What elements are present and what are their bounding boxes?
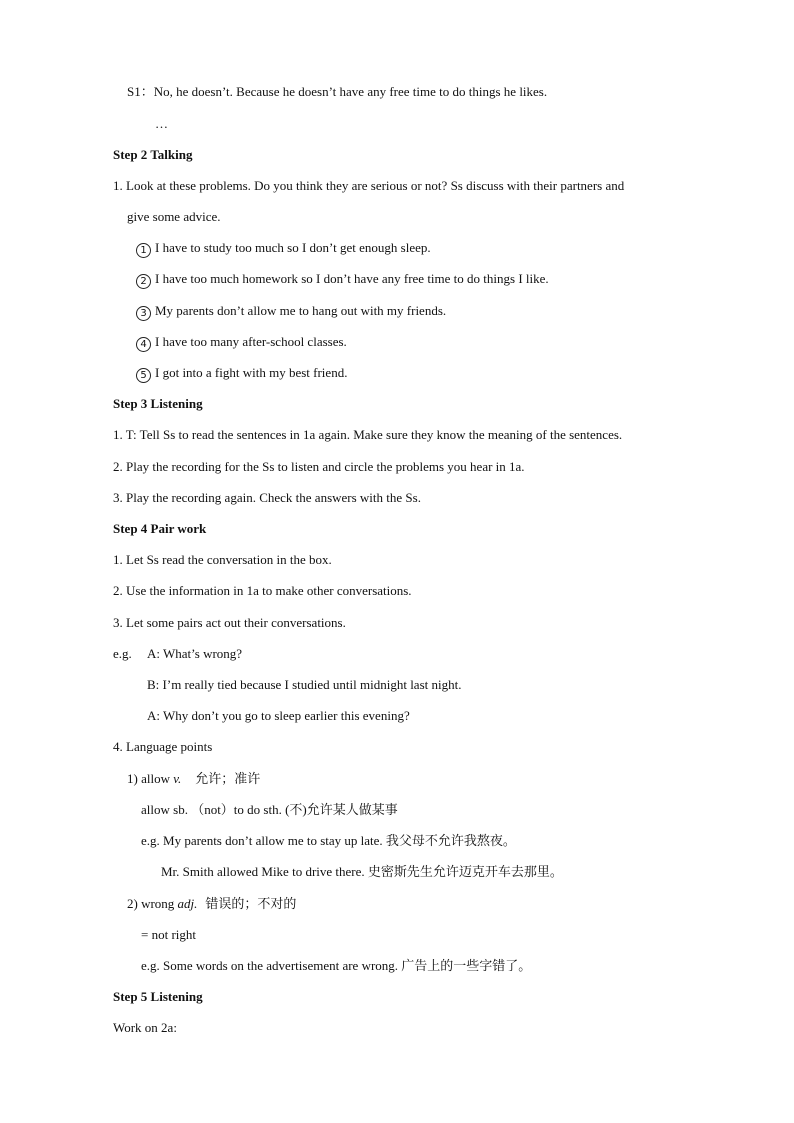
problem-text: I have too many after-school classes. [155, 334, 347, 349]
problem-text: My parents don’t allow me to hang out with my friends. [155, 303, 447, 318]
point1-pos: v. [173, 771, 182, 786]
step3-heading: Step 3 Listening [113, 396, 203, 411]
point1-usage: allow sb. （not）to do sth. (不)允许某人做某事 [141, 802, 398, 817]
problem-item [136, 240, 431, 258]
step3-item: 1. T: Tell Ss to read the sentences in 1a again. Make sure they know the meaning of the sentences. [113, 427, 623, 442]
point1-example: e.g. My parents don’t allow me to stay up late. 我父母不允许我熬夜。 [141, 833, 516, 848]
problem-text: I have to study too much so I don’t get enough sleep. [155, 240, 431, 255]
point1-meaning: 允许；准许 [195, 771, 261, 786]
step3-item: 3. Play the recording again. Check the answers with the Ss. [113, 490, 421, 505]
ellipsis: … [155, 116, 168, 131]
point1-entry [127, 771, 260, 787]
circled-number-2: 2 [136, 274, 151, 289]
step5-heading: Step 5 Listening [113, 989, 203, 1004]
point2-synonym: = not right [141, 927, 196, 942]
language-points-heading: 4. Language points [113, 739, 213, 754]
step4-item: 3. Let some pairs act out their conversations. [113, 615, 346, 630]
point1-example: Mr. Smith allowed Mike to drive there. 史密斯先生允许迈克开车去那里。 [161, 864, 563, 879]
problem-text: I have too much homework so I don’t have any free time to do things I like. [155, 271, 549, 286]
circled-number-1: 1 [136, 243, 151, 258]
point2-word: 2) wrong [127, 896, 178, 911]
problem-text: I got into a fight with my best friend. [155, 365, 348, 380]
circled-number-5: 5 [136, 368, 151, 383]
problem-item [136, 334, 347, 352]
point2-pos: adj. [177, 896, 198, 911]
dialogue-line: A: What’s wrong? [147, 646, 243, 661]
step5-work: Work on 2a: [113, 1020, 177, 1035]
step2-item1-line1: 1. Look at these problems. Do you think they are serious or not? Ss discuss with their partners and [113, 178, 625, 193]
point2-entry [127, 896, 296, 912]
dialogue-line: B: I’m really tied because I studied until midnight last night. [147, 677, 462, 692]
point2-meaning: 错误的；不对的 [205, 896, 297, 911]
circled-number-4: 4 [136, 337, 151, 352]
problem-item [136, 271, 549, 289]
dialogue-line: A: Why don’t you go to sleep earlier this evening? [147, 708, 410, 723]
step4-item: 1. Let Ss read the conversation in the box. [113, 552, 332, 567]
problem-item [136, 365, 347, 383]
step2-heading: Step 2 Talking [113, 147, 193, 162]
step3-item: 2. Play the recording for the Ss to listen and circle the problems you hear in 1a. [113, 459, 525, 474]
problem-item [136, 303, 446, 321]
step4-item: 2. Use the information in 1a to make other conversations. [113, 583, 412, 598]
step2-item1-line2: give some advice. [127, 209, 221, 224]
point2-example: e.g. Some words on the advertisement are wrong. 广告上的一些字错了。 [141, 958, 532, 973]
eg-label: e.g. [113, 646, 132, 661]
dialogue-s1: S1：No, he doesn’t. Because he doesn’t have any free time to do things he likes. [127, 84, 548, 99]
step4-heading: Step 4 Pair work [113, 521, 207, 536]
circled-number-3: 3 [136, 306, 151, 321]
point1-word: 1) allow [127, 771, 174, 786]
